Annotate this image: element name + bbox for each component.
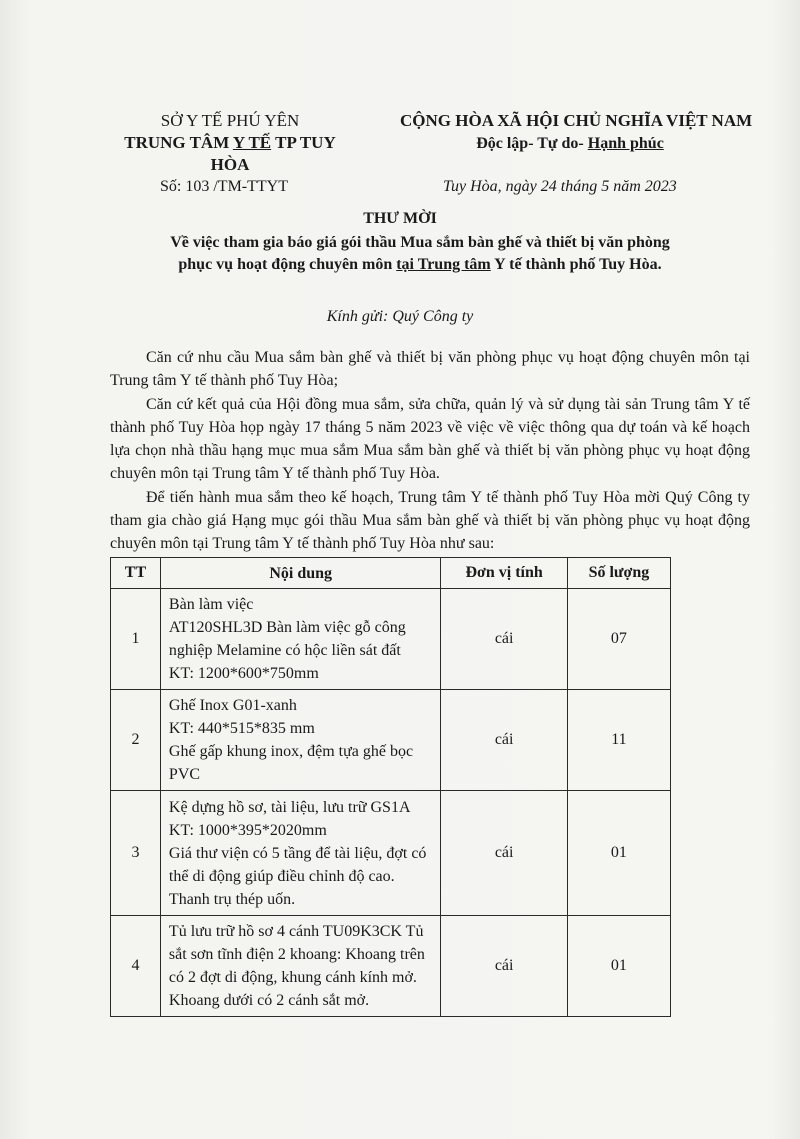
issuer-department: SỞ Y TẾ PHÚ YÊN xyxy=(160,111,300,130)
cell-tt: 2 xyxy=(111,690,161,791)
table-row xyxy=(111,791,671,916)
national-motto: Độc lập- Tự do- Hạnh phúc xyxy=(476,135,664,152)
cell-quantity: 11 xyxy=(567,690,670,791)
document-date: Tuy Hòa, ngày 24 tháng 5 năm 2023 xyxy=(443,178,677,195)
cell-quantity: 01 xyxy=(567,791,670,916)
paragraph-invitation: Để tiến hành mua sắm theo kế hoạch, Trung tâm Y tế thành phố Tuy Hòa mời Quý Công ty tham gia chào giá Hạng mục gói thầu Mua sắm bàn ghế và thiết bị văn phòng phục vụ hoạt động chuyên môn tại Trung tâm Y tế thành phố Tuy Hòa như sau: xyxy=(110,489,750,552)
national-header xyxy=(400,110,753,156)
table-header-row xyxy=(111,558,671,589)
cell-tt: 1 xyxy=(111,589,161,690)
table-row xyxy=(111,916,671,1017)
items-table xyxy=(110,557,671,1017)
cell-unit: cái xyxy=(441,690,567,791)
paragraph-basis-council: Căn cứ kết quả của Hội đồng mua sắm, sửa chữa, quản lý và sử dụng tài sản Trung tâm Y tế thành phố Tuy Hòa họp ngày 17 tháng 5 năm 2023 về việc về việc thông qua dự toán và kế hoạch lựa chọn nhà thầu hạng mục mua sắm Mua sắm bàn ghế và thiết bị văn phòng phục vụ hoạt động chuyên môn tại Trung tâm Y tế thành phố Tuy Hòa. xyxy=(110,396,750,482)
issuer-header xyxy=(110,110,350,176)
greeting: Kính gửi: Quý Công ty xyxy=(326,308,474,325)
header-tt: TT xyxy=(111,558,161,589)
national-title: CỘNG HÒA XÃ HỘI CHỦ NGHĨA VIỆT NAM xyxy=(400,111,753,130)
document-number: Số: 103 /TM-TTYT xyxy=(160,178,288,195)
table-row xyxy=(111,589,671,690)
document-title: THƯ MỜI xyxy=(363,210,437,227)
header-quantity: Số lượng xyxy=(567,558,670,589)
cell-quantity: 01 xyxy=(567,916,670,1017)
header-content: Nội dung xyxy=(160,558,441,589)
cell-quantity: 07 xyxy=(567,589,670,690)
cell-tt: 4 xyxy=(111,916,161,1017)
cell-tt: 3 xyxy=(111,791,161,916)
document-subject: Về việc tham gia báo giá gói thầu Mua sắm bàn ghế và thiết bị văn phòng phục vụ hoạt động chuyên môn tại Trung tâm Y tế thành phố Tuy Hòa. xyxy=(170,234,670,273)
paragraph-basis-need: Căn cứ nhu cầu Mua sắm bàn ghế và thiết bị văn phòng phục vụ hoạt động chuyên môn tại Trung tâm Y tế thành phố Tuy Hòa; xyxy=(110,349,750,389)
cell-unit: cái xyxy=(441,791,567,916)
cell-description: Kệ dựng hồ sơ, tài liệu, lưu trữ GS1A KT: 1000*395*2020mm Giá thư viện có 5 tầng để tài liệu, đợt có thể di động giúp điều chỉnh độ cao. Thanh trụ thép uốn. xyxy=(160,791,441,916)
issuer-name: TRUNG TÂM Y TẾ TP TUY HÒA xyxy=(124,133,336,174)
cell-description: Tủ lưu trữ hồ sơ 4 cánh TU09K3CK Tủ sắt sơn tĩnh điện 2 khoang: Khoang trên có 2 đợt di động, khung cánh kính mở. Khoang dưới có 2 cánh sắt mở. xyxy=(160,916,441,1017)
cell-unit: cái xyxy=(441,916,567,1017)
table-row xyxy=(111,690,671,791)
cell-description: Bàn làm việc AT120SHL3D Bàn làm việc gỗ công nghiệp Melamine có hộc liền sát đất KT: 1200*600*750mm xyxy=(160,589,441,690)
cell-description: Ghế Inox G01-xanh KT: 440*515*835 mm Ghế gấp khung inox, đệm tựa ghế bọc PVC xyxy=(160,690,441,791)
header-unit: Đơn vị tính xyxy=(441,558,567,589)
cell-unit: cái xyxy=(441,589,567,690)
